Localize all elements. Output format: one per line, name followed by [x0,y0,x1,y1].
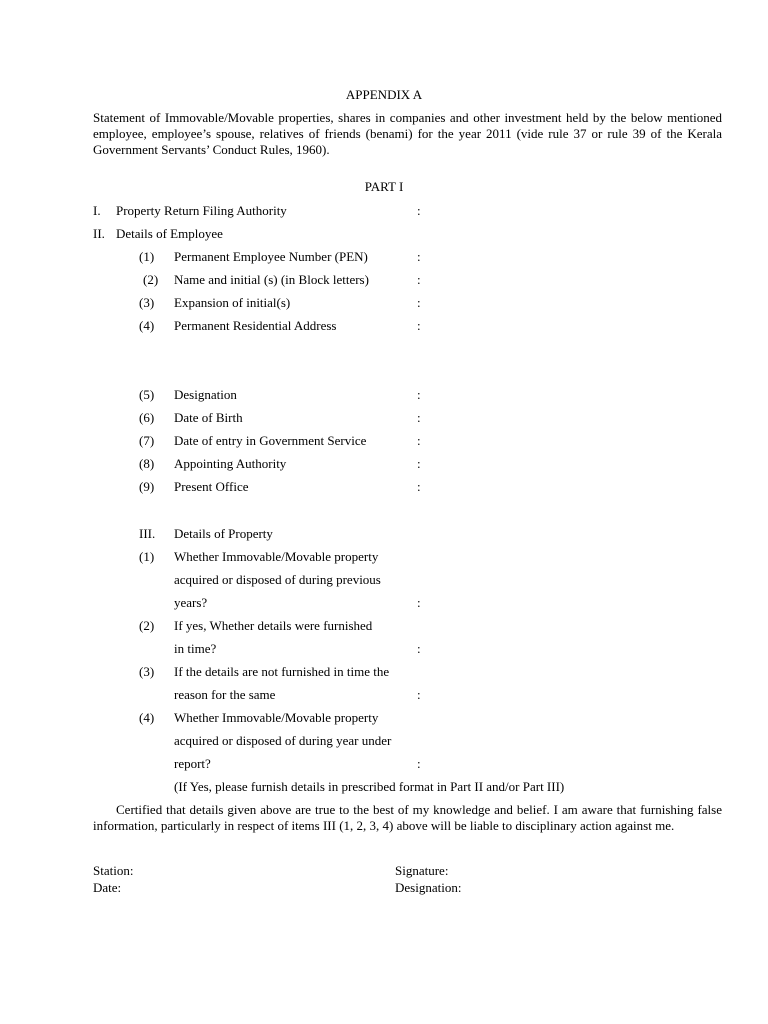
item-label: Name and initial (s) (in Block letters) [174,272,369,287]
item-number: (3) [139,295,155,310]
field-colon: : [417,456,421,471]
designation-label: Designation: [395,880,462,895]
field-colon: : [417,410,421,425]
item-number: (4) [139,318,155,333]
field-colon: : [417,295,421,310]
question-line: If the details are not furnished in time the [174,664,390,679]
section-number: III. [139,526,156,541]
field-colon: : [417,756,421,771]
item-number: (2) [143,272,159,287]
section-label: Details of Property [174,526,273,541]
question-line: years? [174,595,208,610]
field-colon: : [417,203,421,218]
question-line: acquired or disposed of during year under [174,733,392,748]
item-label: Date of entry in Government Service [174,433,367,448]
question-line: Whether Immovable/Movable property [174,710,379,725]
item-number: (6) [139,410,155,425]
question-line: If yes, Whether details were furnished [174,618,373,633]
page-title: APPENDIX A [345,87,423,102]
item-number: (1) [139,249,155,264]
item-number: (5) [139,387,155,402]
intro-statement: Statement of Immovable/Movable properties, shares in companies and other investment held by the below mentioned employee, employee’s spouse, relatives of friends (benami) for the year 2011 (vide rule 37 or rule 39 of the Kerala Government Servants’ Conduct Rules, 1960). [93,110,722,157]
section-number: II. [93,226,105,241]
field-colon: : [417,318,421,333]
field-colon: : [417,595,421,610]
station-label: Station: [93,863,134,878]
field-colon: : [417,433,421,448]
question-line: Whether Immovable/Movable property [174,549,379,564]
field-colon: : [417,272,421,287]
date-label: Date: [93,880,122,895]
item-label: Designation [174,387,237,402]
item-label: Present Office [174,479,249,494]
question-line: report? [174,756,211,771]
question-line: in time? [174,641,217,656]
section-label: Details of Employee [116,226,223,241]
part-heading: PART I [364,179,404,194]
question-line: acquired or disposed of during previous [174,572,381,587]
item-label: Appointing Authority [174,456,287,471]
property-note: (If Yes, please furnish details in prescribed format in Part II and/or Part III) [174,779,565,794]
item-number: (8) [139,456,155,471]
field-colon: : [417,387,421,402]
field-colon: : [417,479,421,494]
field-colon: : [417,249,421,264]
certification-statement: Certified that details given above are true to the best of my knowledge and belief. I am aware that furnishing false information, particularly in respect of items III (1, 2, 3, 4) above will be liable to disciplinary action against me. [93,802,722,833]
item-label: Expansion of initial(s) [174,295,291,310]
question-line: reason for the same [174,687,276,702]
item-number: (2) [139,618,155,633]
item-number: (3) [139,664,155,679]
item-label: Date of Birth [174,410,243,425]
signature-label: Signature: [395,863,449,878]
item-label: Permanent Employee Number (PEN) [174,249,368,264]
item-number: (4) [139,710,155,725]
field-colon: : [417,641,421,656]
item-number: (9) [139,479,155,494]
section-label: Property Return Filing Authority [116,203,287,218]
field-colon: : [417,687,421,702]
item-number: (1) [139,549,155,564]
section-number: I. [93,203,101,218]
item-label: Permanent Residential Address [174,318,337,333]
item-number: (7) [139,433,155,448]
